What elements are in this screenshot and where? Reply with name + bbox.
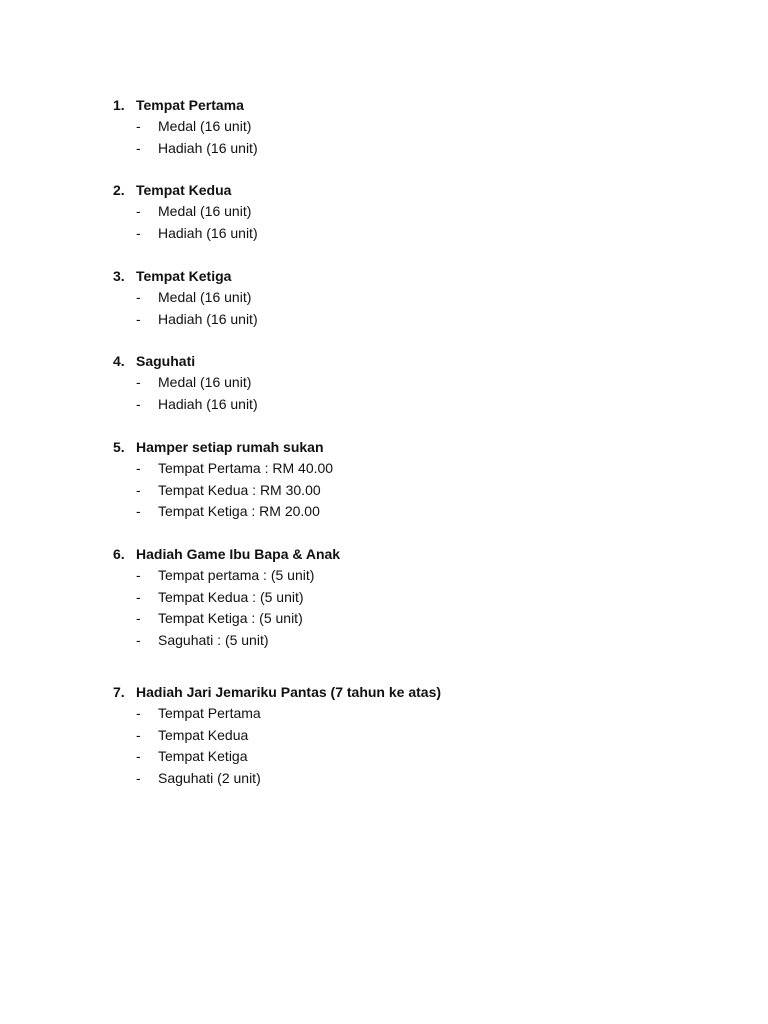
bullet-dash: - xyxy=(136,118,141,134)
list-item xyxy=(113,372,713,394)
section-2 xyxy=(113,180,713,244)
section-heading xyxy=(113,180,713,201)
section-title: Tempat Kedua xyxy=(136,182,232,198)
item-text: Tempat Pertama : RM 40.00 xyxy=(158,460,334,476)
list-item xyxy=(113,223,713,245)
list-item xyxy=(113,287,713,309)
list-item xyxy=(113,630,713,652)
list-item xyxy=(113,768,713,790)
item-text: Medal (16 unit) xyxy=(158,203,252,219)
section-title: Saguhati xyxy=(136,353,196,369)
item-text: Tempat Kedua : RM 30.00 xyxy=(158,481,321,498)
bullet-dash: - xyxy=(136,481,141,498)
section-4 xyxy=(113,351,713,415)
bullet-dash: - xyxy=(136,567,141,583)
bullet-dash: - xyxy=(136,610,141,626)
item-list xyxy=(113,287,713,330)
list-item xyxy=(113,138,713,160)
section-title: Hadiah Jari Jemariku Pantas (7 tahun ke atas) xyxy=(136,684,442,700)
section-6 xyxy=(113,544,713,651)
section-number: 7. xyxy=(113,684,125,700)
section-heading xyxy=(113,351,713,372)
item-text: Tempat Ketiga : (5 unit) xyxy=(158,610,303,626)
section-heading xyxy=(113,95,713,116)
item-text: Saguhati : (5 unit) xyxy=(158,631,269,648)
item-list xyxy=(113,372,713,415)
bullet-dash: - xyxy=(136,748,141,764)
list-item xyxy=(113,458,713,480)
section-heading xyxy=(113,437,713,458)
section-title: Hadiah Game Ibu Bapa & Anak xyxy=(136,546,341,562)
list-item xyxy=(113,725,713,747)
section-1 xyxy=(113,95,713,159)
list-item xyxy=(113,501,713,523)
list-item xyxy=(113,394,713,416)
item-text: Tempat Kedua xyxy=(158,726,249,743)
section-number: 6. xyxy=(113,546,125,562)
bullet-dash: - xyxy=(136,503,141,519)
item-list xyxy=(113,458,713,523)
section-number: 1. xyxy=(113,97,125,113)
item-text: Tempat Kedua : (5 unit) xyxy=(158,588,304,605)
item-text: Hadiah (16 unit) xyxy=(158,395,258,412)
list-item xyxy=(113,746,713,768)
section-heading xyxy=(113,266,713,287)
list-item xyxy=(113,608,713,630)
bullet-dash: - xyxy=(136,203,141,219)
item-list xyxy=(113,703,713,789)
list-item xyxy=(113,116,713,138)
list-item xyxy=(113,587,713,609)
bullet-dash: - xyxy=(136,705,141,721)
section-heading xyxy=(113,544,713,565)
list-item xyxy=(113,480,713,502)
bullet-dash: - xyxy=(136,726,141,743)
section-3 xyxy=(113,266,713,330)
section-number: 4. xyxy=(113,353,125,369)
section-7 xyxy=(113,682,713,789)
item-list xyxy=(113,565,713,651)
section-number: 3. xyxy=(113,268,125,284)
item-list xyxy=(113,116,713,159)
list-item xyxy=(113,703,713,725)
bullet-dash: - xyxy=(136,374,141,390)
bullet-dash: - xyxy=(136,395,141,412)
item-text: Hadiah (16 unit) xyxy=(158,310,258,327)
item-text: Medal (16 unit) xyxy=(158,289,252,305)
bullet-dash: - xyxy=(136,460,141,476)
bullet-dash: - xyxy=(136,224,141,241)
item-text: Medal (16 unit) xyxy=(158,374,252,390)
section-title: Tempat Ketiga xyxy=(136,268,232,284)
item-text: Tempat Ketiga : RM 20.00 xyxy=(158,503,320,519)
list-item xyxy=(113,565,713,587)
section-number: 5. xyxy=(113,439,125,455)
item-text: Hadiah (16 unit) xyxy=(158,139,258,156)
bullet-dash: - xyxy=(136,588,141,605)
section-title: Tempat Pertama xyxy=(136,97,244,113)
bullet-dash: - xyxy=(136,289,141,305)
list-item xyxy=(113,309,713,331)
bullet-dash: - xyxy=(136,310,141,327)
section-title: Hamper setiap rumah sukan xyxy=(136,439,324,455)
item-text: Tempat Pertama xyxy=(158,705,261,721)
bullet-dash: - xyxy=(136,139,141,156)
item-text: Medal (16 unit) xyxy=(158,118,252,134)
section-5 xyxy=(113,437,713,523)
item-text: Tempat Ketiga xyxy=(158,748,248,764)
item-text: Saguhati (2 unit) xyxy=(158,769,261,786)
bullet-dash: - xyxy=(136,769,141,786)
item-text: Hadiah (16 unit) xyxy=(158,224,258,241)
item-text: Tempat pertama : (5 unit) xyxy=(158,567,315,583)
bullet-dash: - xyxy=(136,631,141,648)
section-heading xyxy=(113,682,713,703)
section-number: 2. xyxy=(113,182,125,198)
item-list xyxy=(113,201,713,244)
list-item xyxy=(113,201,713,223)
